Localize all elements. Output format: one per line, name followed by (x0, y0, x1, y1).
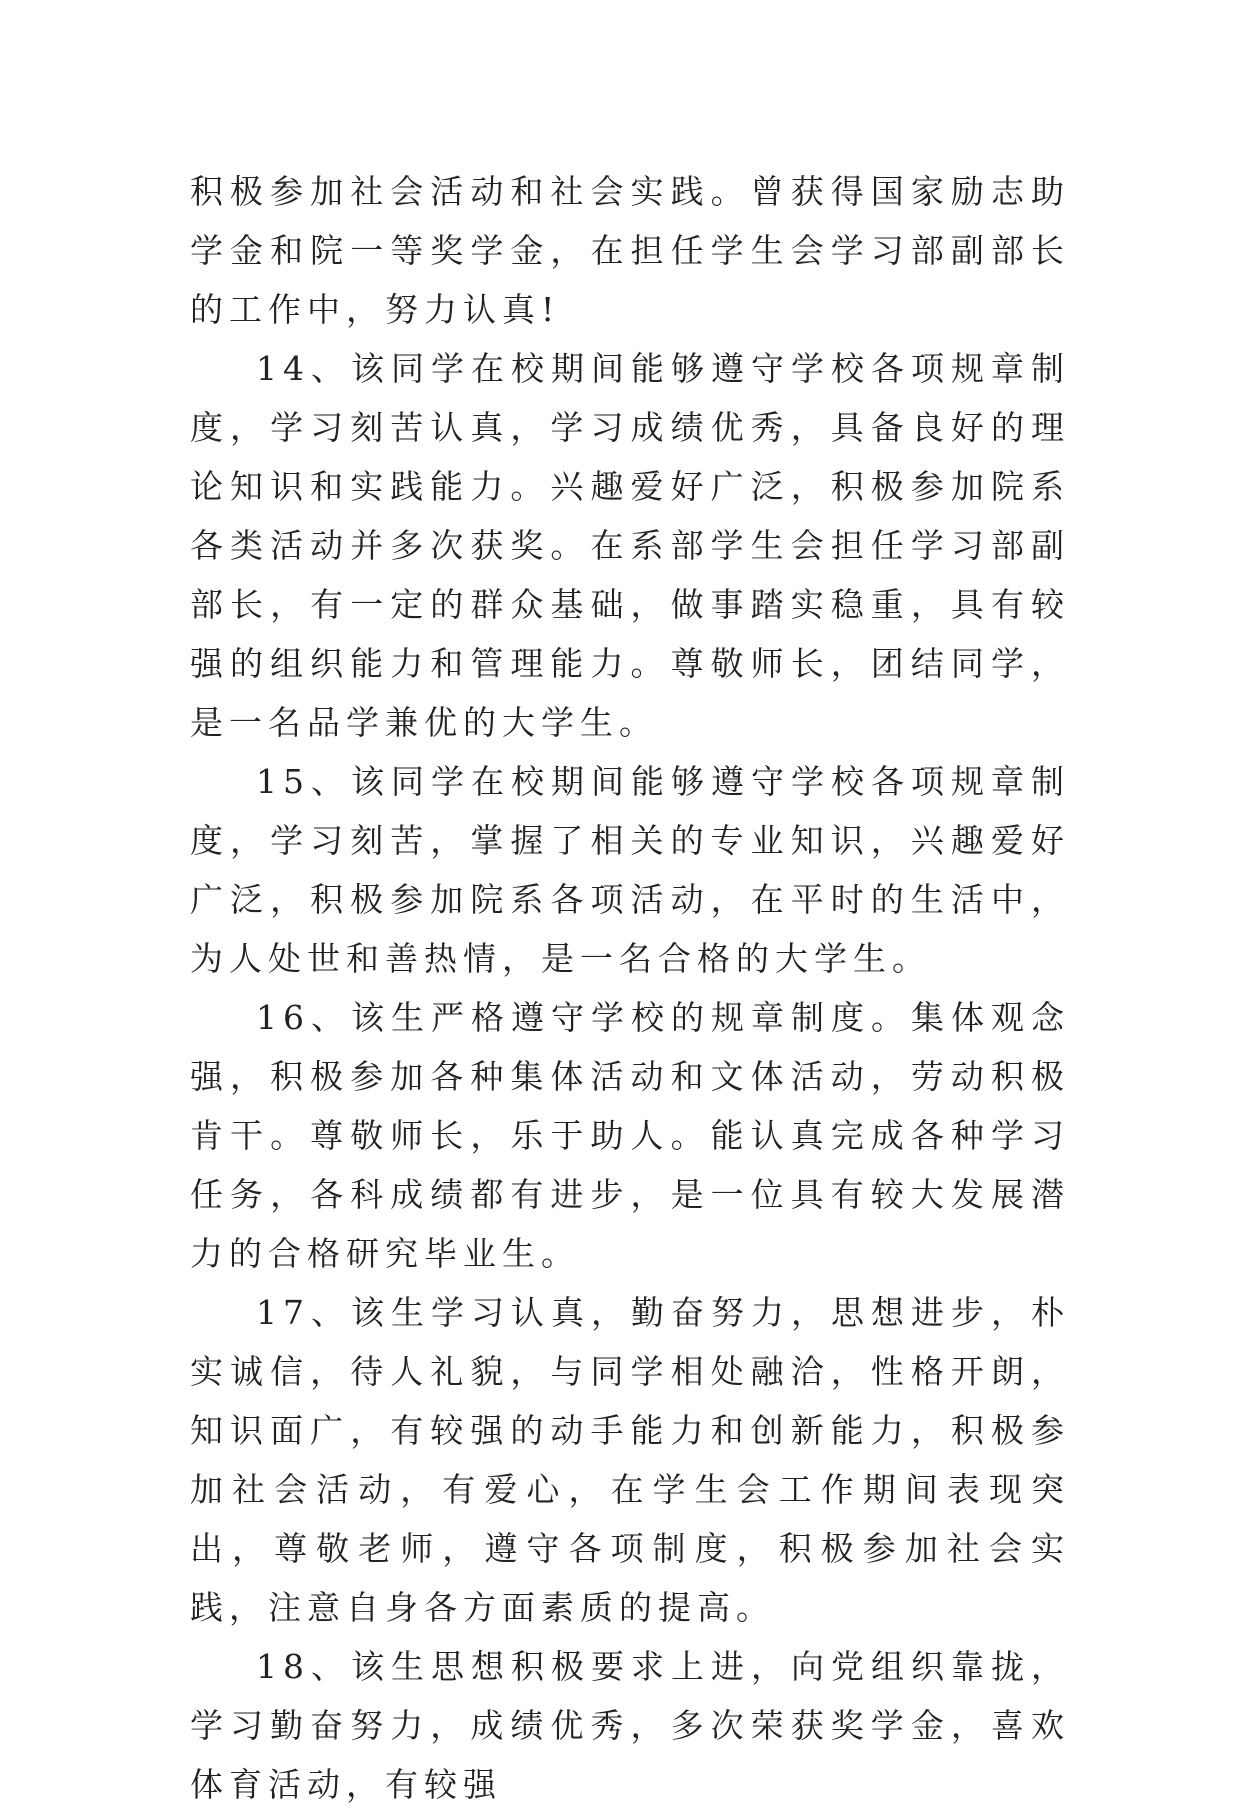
paragraph-continuation: 积极参加社会活动和社会实践。曾获得国家励志助学金和院一等奖学金，在担任学生会学习部副部长的工作中，努力认真! (190, 172, 1070, 329)
paragraph-item-14: 14、该同学在校期间能够遵守学校各项规章制度，学习刻苦认真，学习成绩优秀，具备良好的理论知识和实践能力。兴趣爱好广泛，积极参加院系各类活动并多次获奖。在系部学生会担任学习部副部长，有一定的群众基础，做事踏实稳重，具有较强的组织能力和管理能力。尊敬师长，团结同学，是一名品学兼优的大学生。 (190, 349, 1070, 742)
paragraph-item-18: 18、该生思想积极要求上进，向党组织靠拢，学习勤奋努力，成绩优秀，多次荣获奖学金，喜欢体育活动，有较强 (190, 1647, 1070, 1804)
document-body (190, 162, 1070, 1814)
paragraph-item-17: 17、该生学习认真，勤奋努力，思想进步，朴实诚信，待人礼貌，与同学相处融洽，性格开朗，知识面广，有较强的动手能力和创新能力，积极参加社会活动，有爱心，在学生会工作期间表现突出，尊敬老师，遵守各项制度，积极参加社会实践，注意自身各方面素质的提高。 (190, 1293, 1070, 1627)
paragraph-item-15: 15、该同学在校期间能够遵守学校各项规章制度，学习刻苦，掌握了相关的专业知识，兴趣爱好广泛，积极参加院系各项活动，在平时的生活中，为人处世和善热情，是一名合格的大学生。 (190, 762, 1070, 978)
paragraph-item-16: 16、该生严格遵守学校的规章制度。集体观念强，积极参加各种集体活动和文体活动，劳动积极肯干。尊敬师长，乐于助人。能认真完成各种学习任务，各科成绩都有进步，是一位具有较大发展潜力的合格研究毕业生。 (190, 998, 1070, 1273)
